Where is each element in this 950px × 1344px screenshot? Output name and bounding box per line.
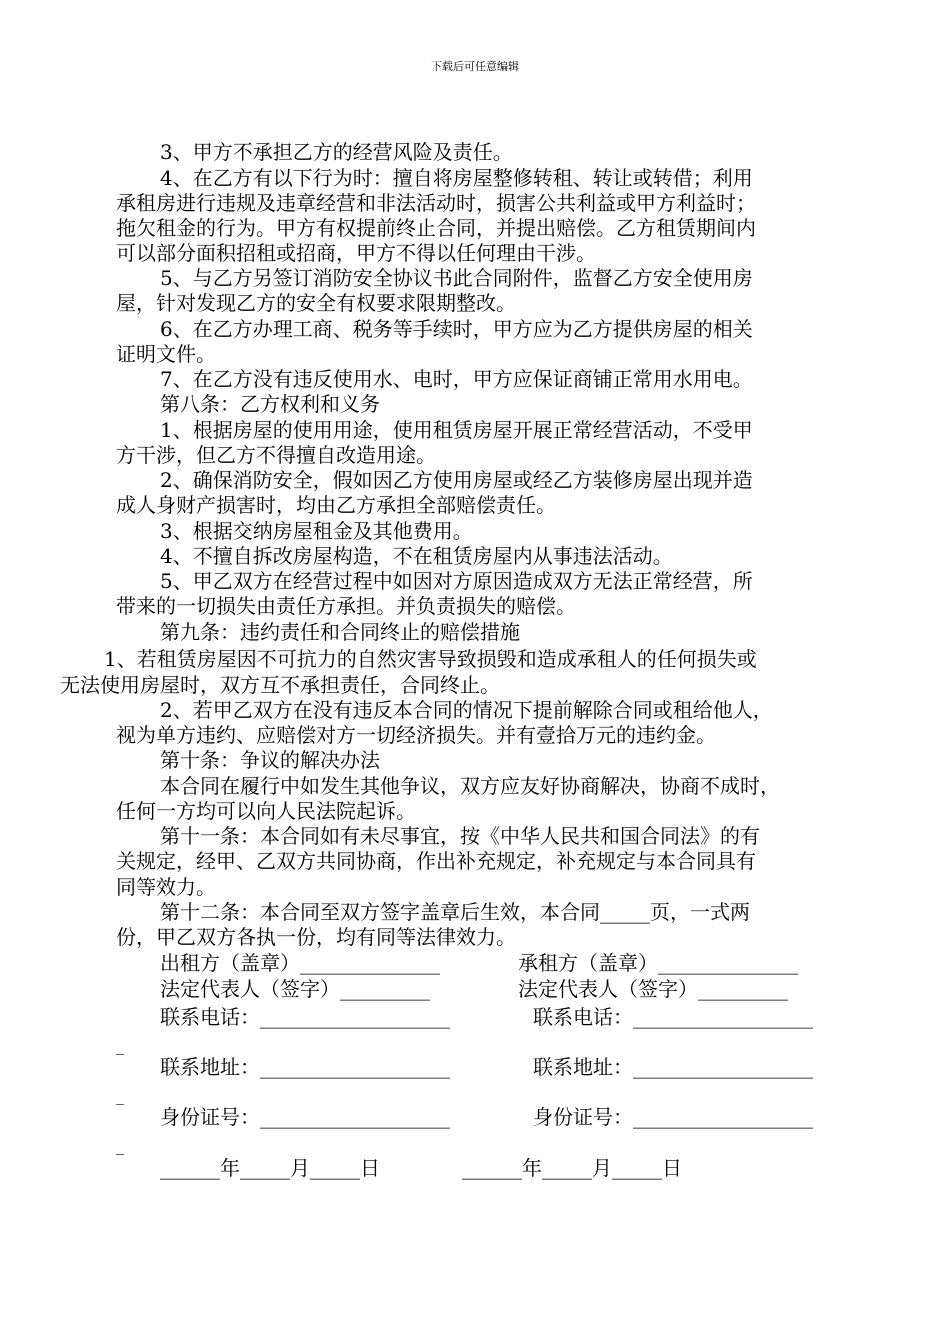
clause-line: 成人身财产损害时，均由乙方承担全部赔偿责任。: [116, 493, 556, 517]
lessee-date-field: ______年_____月_____日: [462, 1156, 682, 1180]
lessee-seal-field: 承租方（盖章）______________: [518, 951, 798, 975]
article-heading: 第十条：争议的解决办法: [160, 748, 380, 772]
clause-line: 承租房进行违规及违章经营和非法活动时，损害公共利益或甲方利益时；: [116, 191, 756, 215]
clause-line: 方干涉，但乙方不得擅自改造用途。: [116, 443, 436, 467]
lessor-seal-field: 出租方（盖章）______________: [160, 951, 440, 975]
lessor-id-field: 身份证号：___________________: [160, 1105, 450, 1129]
underscore-mark: _: [116, 1086, 124, 1105]
clause-line: 带来的一切损失由责任方承担。并负责损失的赔偿。: [116, 594, 576, 618]
clause-line: 拖欠租金的行为。甲方有权提前终止合同，并提出赔偿。乙方租赁期间内: [116, 216, 756, 240]
lessor-representative-field: 法定代表人（签字）_________: [160, 977, 430, 1001]
lessor-address-field: 联系地址：___________________: [160, 1055, 450, 1079]
clause-line: 关规定，经甲、乙双方共同协商，作出补充规定，补充规定与本合同具有: [116, 849, 756, 873]
clause-line: 证明文件。: [116, 342, 216, 366]
clause-line: 5、甲乙双方在经营过程中如因对方原因造成双方无法正常经营，所: [160, 569, 753, 593]
lessee-phone-field: 联系电话：__________________: [533, 1005, 813, 1029]
article-heading: 第八条：乙方权利和义务: [160, 392, 380, 416]
clause-line: 可以部分面积招租或招商，甲方不得以任何理由干涉。: [116, 241, 596, 265]
clause-line: 5、与乙方另签订消防安全协议书此合同附件，监督乙方安全使用房: [160, 266, 753, 290]
underscore-mark: _: [116, 1136, 124, 1155]
clause-line: 第十一条：本合同如有未尽事宜，按《中华人民共和国合同法》的有: [160, 824, 760, 848]
lessor-date-field: ______年_____月_____日: [160, 1156, 380, 1180]
lessee-address-field: 联系地址：__________________: [533, 1055, 813, 1079]
lessor-phone-field: 联系电话：___________________: [160, 1005, 450, 1029]
clause-line: 3、甲方不承担乙方的经营风险及责任。: [160, 140, 513, 164]
clause-line: 6、在乙方办理工商、税务等手续时，甲方应为乙方提供房屋的相关: [160, 317, 753, 341]
underscore-mark: _: [116, 1036, 124, 1055]
page-header: 下载后可任意编辑: [431, 60, 519, 73]
clause-line: 1、若租赁房屋因不可抗力的自然灾害导致损毁和造成承租人的任何损失或: [104, 647, 757, 671]
clause-line: 任何一方均可以向人民法院起诉。: [116, 799, 416, 823]
clause-line: 第十二条：本合同至双方签字盖章后生效，本合同_____页，一式两: [160, 900, 750, 924]
clause-line: 4、在乙方有以下行为时：擅自将房屋整修转租、转让或转借；利用: [160, 166, 753, 190]
clause-line: 份，甲乙双方各执一份，均有同等法律效力。: [116, 925, 516, 949]
clause-line: 2、确保消防安全，假如因乙方使用房屋或经乙方装修房屋出现并造: [160, 468, 753, 492]
clause-line: 2、若甲乙双方在没有违反本合同的情况下提前解除合同或租给他人，: [160, 698, 773, 722]
clause-line: 7、在乙方没有违反使用水、电时，甲方应保证商铺正常用水用电。: [160, 367, 753, 391]
clause-line: 视为单方违约、应赔偿对方一切经济损失。并有壹拾万元的违约金。: [116, 723, 716, 747]
clause-line: 同等效力。: [116, 875, 216, 899]
lessee-representative-field: 法定代表人（签字）_________: [518, 977, 788, 1001]
lessee-id-field: 身份证号：__________________: [533, 1105, 813, 1129]
clause-line: 4、不擅自拆改房屋构造，不在租赁房屋内从事违法活动。: [160, 544, 673, 568]
clause-line: 无法使用房屋时，双方互不承担责任，合同终止。: [60, 673, 500, 697]
clause-line: 本合同在履行中如发生其他争议，双方应友好协商解决，协商不成时，: [160, 774, 780, 798]
clause-line: 3、根据交纳房屋租金及其他费用。: [160, 519, 473, 543]
clause-line: 屋，针对发现乙方的安全有权要求限期整改。: [116, 291, 516, 315]
article-heading: 第九条：违约责任和合同终止的赔偿措施: [160, 620, 520, 644]
clause-line: 1、根据房屋的使用用途，使用租赁房屋开展正常经营活动，不受甲: [160, 418, 753, 442]
